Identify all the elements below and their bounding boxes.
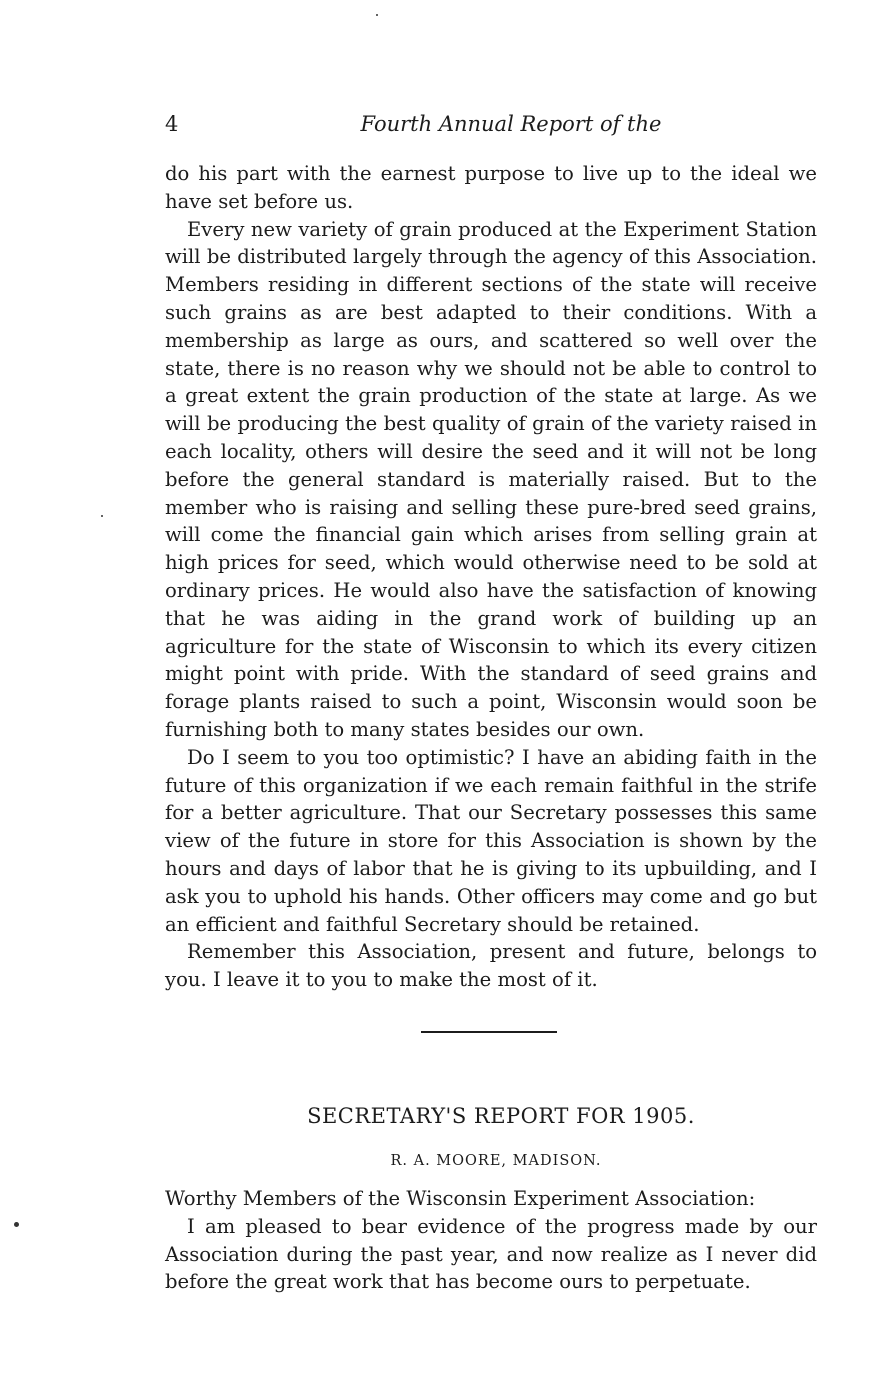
page-header	[165, 112, 817, 142]
section-divider	[421, 1031, 557, 1033]
salutation: Worthy Members of the Wisconsin Experiment Association:	[165, 1187, 756, 1210]
body-text	[165, 160, 817, 994]
section-heading: SECRETARY'S REPORT FOR 1905.	[307, 1104, 695, 1128]
paragraph: I am pleased to bear evidence of the progress made by our Association during the past year, and now realize as I never did before the great work that has become ours to perpetuate.	[165, 1214, 817, 1294]
print-speck	[14, 1222, 19, 1227]
paragraph-continuation: do his part with the earnest purpose to live up to the ideal we have set before us.	[165, 162, 817, 213]
print-speck	[101, 515, 103, 517]
paragraph: Remember this Association, present and future, belongs to you. I leave it to you to make the most of it.	[165, 940, 817, 992]
page-number: 4	[165, 112, 179, 136]
section-body	[165, 1185, 817, 1296]
running-title: Fourth Annual Report of the	[360, 112, 662, 136]
paragraph: Every new variety of grain produced at the Experiment Station will be distributed largely through the agency of this Association. Members residing in different sections of the state will receive such grains as are best adapted to their conditions. With a membership as large as ours, and scattered so well over the state, there is no reason why we should not be able to control to a great extent the grain production of the state at large. As we will be producing the best quality of grain of the variety raised in each locality, others will desire the seed and it will not be long before the general standard is materially raised. But to the member who is raising and selling these pure-bred seed grains, will come the financial gain which arises from selling grain at high prices for seed, which would otherwise need to be sold at ordinary prices. He would also have the satisfaction of knowing that he was aiding in the grand work of building up an agriculture for the state of Wisconsin to which its every citizen might point with pride. With the standard of seed grains and forage plants raised to such a point, Wisconsin would soon be furnishing both to many states besides our own.	[165, 217, 817, 741]
section-author: R. A. MOORE, MADISON.	[390, 1153, 602, 1169]
print-speck	[376, 14, 378, 16]
paragraph: Do I seem to you too optimistic? I have an abiding faith in the future of this organization if we each remain faithful in the strife for a better agriculture. That our Secretary possesses this same view of the future in store for this Association is shown by the hours and days of labor that he is giving to its upbuilding, and I ask you to uphold his hands. Other officers may come and go but an efficient and faithful Secretary should be retained.	[165, 745, 817, 936]
